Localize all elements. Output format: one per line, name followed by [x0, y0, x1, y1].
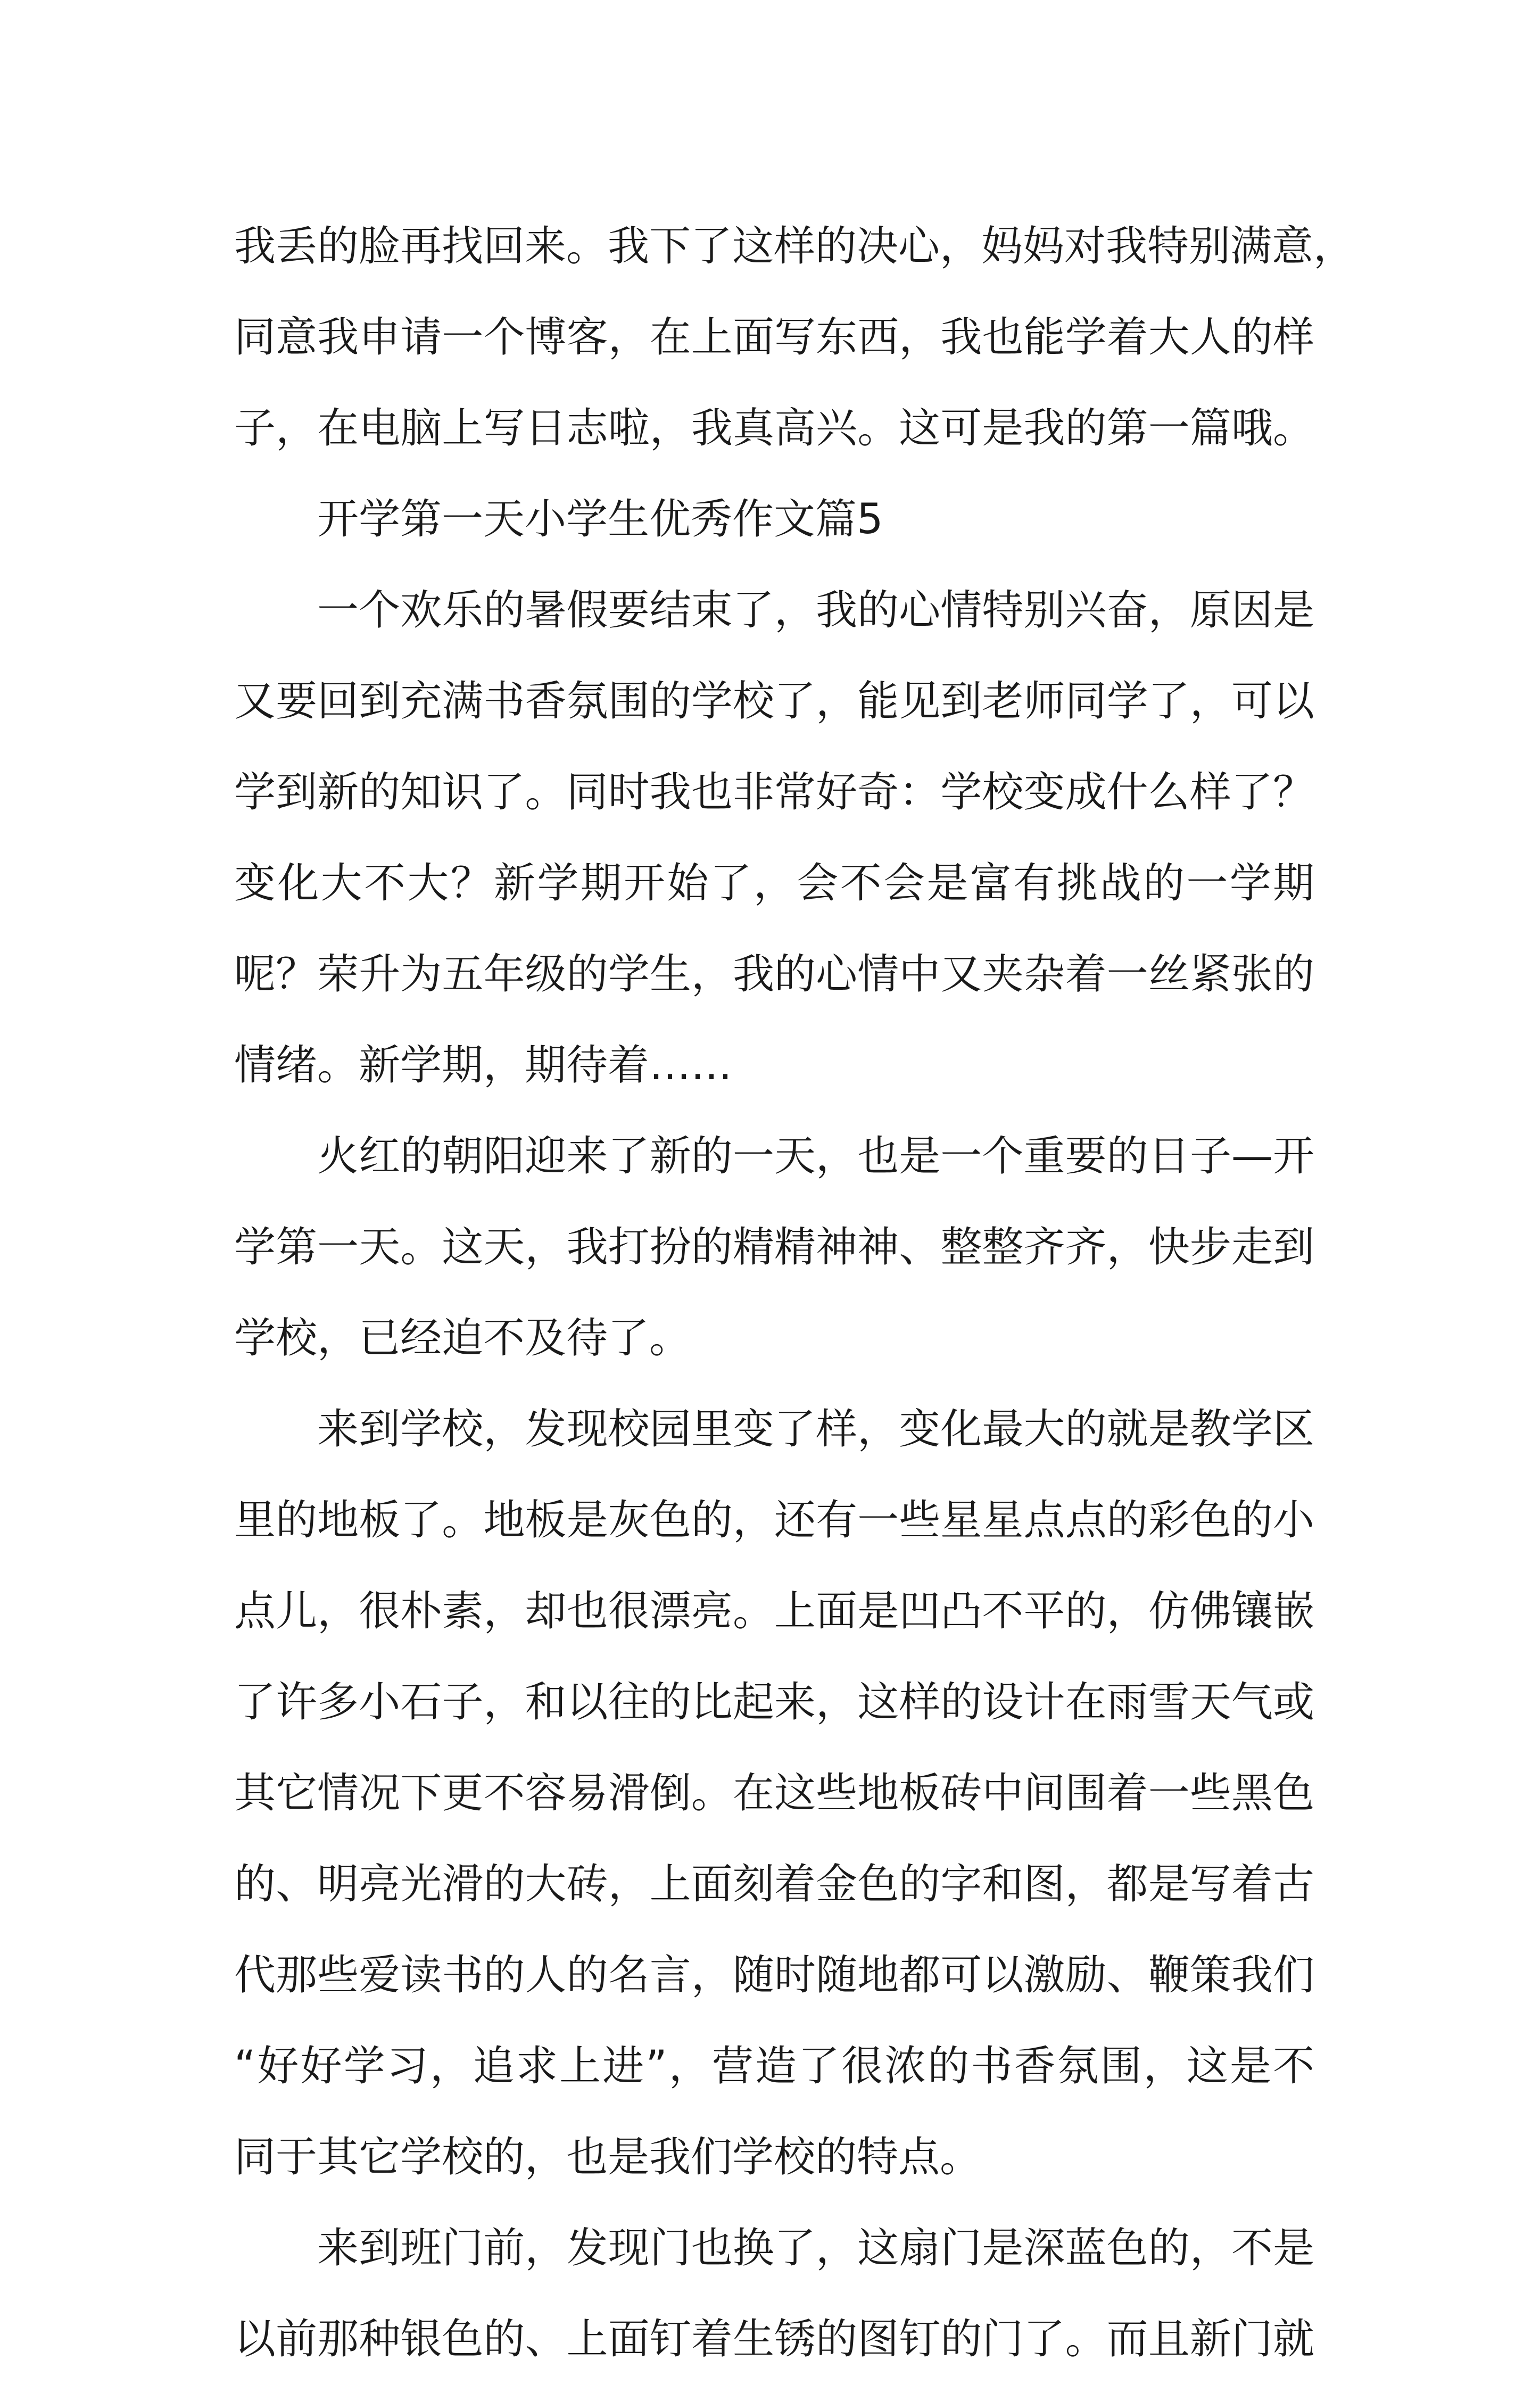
text-line: 我丢的脸再找回来。我下了这样的决心，妈妈对我特别满意， [234, 222, 1355, 270]
text-line: 里的地板了。地板是灰色的，还有一些星星点点的彩色的小 [234, 1496, 1314, 1544]
text-line: 呢？荣升为五年级的学生，我的心情中又夹杂着一丝紧张的 [234, 950, 1314, 998]
paragraph-first-line: 一个欢乐的暑假要结束了，我的心情特别兴奋，原因是 [317, 586, 1314, 634]
text-line: 了许多小石子，和以往的比起来，这样的设计在雨雪天气或 [234, 1678, 1314, 1726]
text-line: 其它情况下更不容易滑倒。在这些地板砖中间围着一些黑色 [234, 1769, 1314, 1817]
paragraph-last-line: 情绪。新学期，期待着…… [234, 1041, 733, 1089]
text-line: 变化大不大？新学期开始了，会不会是富有挑战的一学期 [234, 859, 1314, 907]
paragraph-last-line: 学校，已经迫不及待了。 [234, 1314, 691, 1362]
text-line: 同意我申请一个博客，在上面写东西，我也能学着大人的样 [234, 313, 1314, 361]
essay-body [234, 201, 1355, 2385]
text-line: 的、明亮光滑的大砖，上面刻着金色的字和图，都是写着古 [234, 1860, 1314, 1908]
text-line: 学第一天。这天，我打扮的精精神神、整整齐齐，快步走到 [234, 1223, 1314, 1271]
paragraph-first-line: 火红的朝阳迎来了新的一天，也是一个重要的日子—开 [317, 1132, 1314, 1180]
text-line: 代那些爱读书的人的名言，随时随地都可以激励、鞭策我们 [234, 1951, 1314, 1999]
paragraph-last-line: 同于其它学校的，也是我们学校的特点。 [234, 2133, 982, 2181]
paragraph-first-line: 来到班门前，发现门也换了，这扇门是深蓝色的，不是 [317, 2224, 1314, 2272]
paragraph-first-line: 来到学校，发现校园里变了样，变化最大的就是教学区 [317, 1405, 1314, 1453]
text-line: 学到新的知识了。同时我也非常好奇：学校变成什么样了？ [234, 768, 1314, 816]
essay-heading: 开学第一天小学生优秀作文篇5 [317, 495, 883, 543]
text-line: 点儿，很朴素，却也很漂亮。上面是凹凸不平的，仿佛镶嵌 [234, 1587, 1314, 1635]
text-line: 又要回到充满书香氛围的学校了，能见到老师同学了，可以 [234, 677, 1314, 725]
text-line: “好好学习，追求上进”，营造了很浓的书香氛围，这是不 [234, 2042, 1314, 2090]
text-line: 以前那种银色的、上面钉着生锈的图钉的门了。而且新门就 [234, 2315, 1314, 2363]
text-line: 子，在电脑上写日志啦，我真高兴。这可是我的第一篇哦。 [234, 404, 1314, 452]
